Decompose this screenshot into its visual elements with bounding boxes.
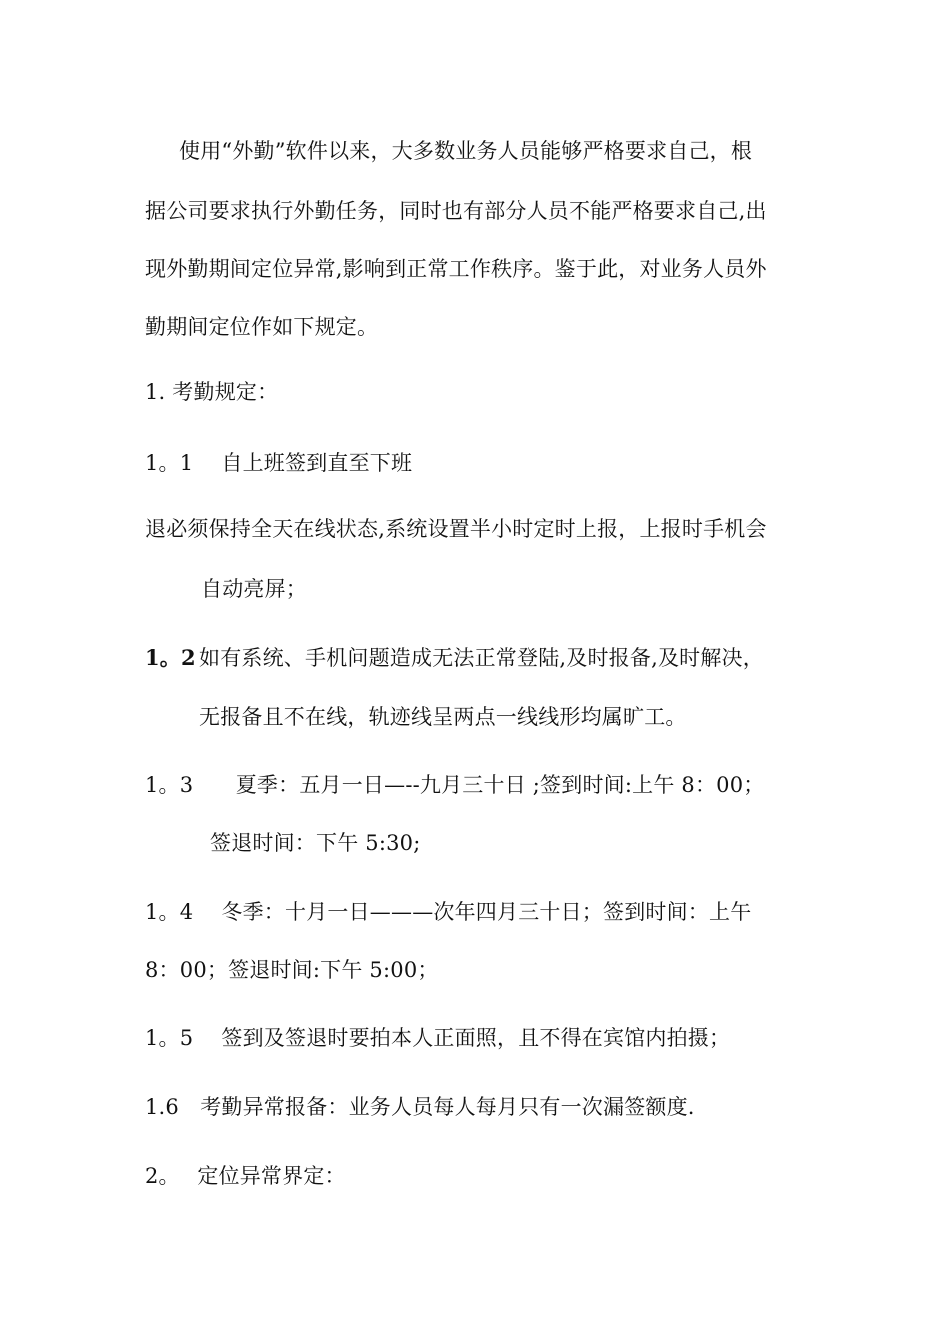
section-1-title: 1. 考勤规定： [145,380,279,404]
item-1-2-number: 1。2 [145,645,196,670]
item-1-1-line-3: 自动亮屏； [201,577,307,601]
item-1-5: 1。5 签到及签退时要拍本人正面照，且不得在宾馆内拍摄； [145,1026,731,1050]
item-1-4-line-1: 1。4 冬季：十月一日———次年四月三十日；签到时间：上午 [145,900,752,924]
item-1-3-line-2: 签退时间：下午 5:30; [210,831,421,855]
item-1-3-line-1: 1。3 夏季：五月一日—--九月三十日 ;签到时间:上午 8：00； [145,773,765,797]
intro-line-4: 勤期间定位作如下规定。 [145,315,379,339]
item-1-4-line-2: 8：00；签退时间:下午 5:00； [145,958,439,982]
item-1-2-line-1: 如有系统、手机问题造成无法正常登陆,及时报备,及时解决， [199,646,764,670]
item-1-6: 1.6 考勤异常报备：业务人员每人每月只有一次漏签额度. [145,1095,695,1119]
section-2-title: 2。 定位异常界定： [145,1164,346,1188]
intro-line-3: 现外勤期间定位异常,影响到正常工作秩序。鉴于此，对业务人员外 [145,257,767,281]
item-1-1-line-2: 退必须保持全天在线状态,系统设置半小时定时上报，上报时手机会 [145,517,767,541]
item-1-1-line-1: 1。1 自上班签到直至下班 [145,451,413,475]
intro-line-1: 使用“外勤”软件以来，大多数业务人员能够严格要求自己，根 [179,139,753,163]
intro-line-2: 据公司要求执行外勤任务，同时也有部分人员不能严格要求自己,出 [145,199,767,223]
item-1-2-line-2: 无报备且不在线，轨迹线呈两点一线线形均属旷工。 [199,705,687,729]
